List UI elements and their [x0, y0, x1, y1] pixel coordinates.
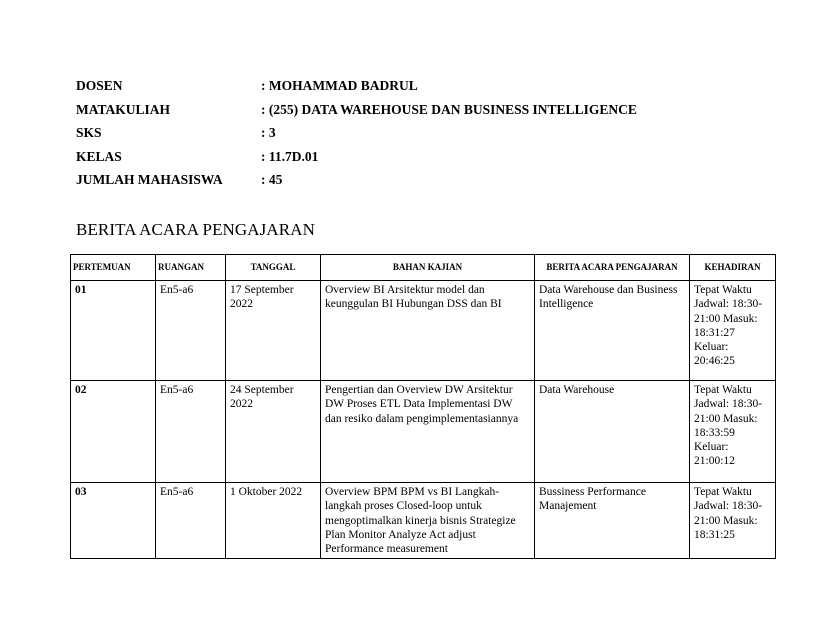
cell-bahan-kajian: Pengertian dan Overview DW Arsitektur DW Proses ETL Data Implementasi DW dan resiko dalam pengimplementasiannya — [321, 381, 535, 483]
header-berita-acara: BERITA ACARA PENGAJARAN — [535, 255, 690, 281]
header-pertemuan: PERTEMUAN — [71, 255, 156, 281]
info-row-matakuliah — [76, 98, 637, 122]
info-value: : 45 — [261, 172, 283, 187]
info-label: JUMLAH MAHASISWA — [76, 172, 223, 187]
cell-tanggal: 24 September 2022 — [226, 381, 321, 483]
page-heading: BERITA ACARA PENGAJARAN — [76, 220, 315, 239]
info-row-kelas — [76, 145, 637, 169]
info-label: DOSEN — [76, 78, 123, 93]
info-value: : 11.7D.01 — [261, 148, 319, 164]
header-ruangan: RUANGAN — [156, 255, 226, 281]
cell-kehadiran: Tepat Waktu Jadwal: 18:30-21:00 Masuk: 18:33:59 Keluar: 21:00:12 — [690, 381, 776, 483]
cell-berita-acara: Data Warehouse dan Business Intelligence — [535, 281, 690, 381]
header-bahan-kajian: BAHAN KAJIAN — [321, 255, 535, 281]
cell-pertemuan: 02 — [71, 381, 156, 483]
teaching-record-table — [70, 254, 776, 559]
header-tanggal: TANGGAL — [226, 255, 321, 281]
cell-berita-acara: Bussiness Performance Manajement — [535, 483, 690, 559]
cell-ruangan: En5-a6 — [156, 281, 226, 381]
cell-tanggal: 1 Oktober 2022 — [226, 483, 321, 559]
table-header-row — [71, 255, 776, 281]
cell-berita-acara: Data Warehouse — [535, 381, 690, 483]
cell-pertemuan: 03 — [71, 483, 156, 559]
cell-pertemuan: 01 — [71, 281, 156, 381]
info-label: MATAKULIAH — [76, 101, 170, 117]
info-row-dosen — [76, 74, 637, 98]
cell-ruangan: En5-a6 — [156, 483, 226, 559]
header-kehadiran: KEHADIRAN — [690, 255, 776, 281]
table-row — [71, 281, 776, 381]
cell-ruangan: En5-a6 — [156, 381, 226, 483]
cell-kehadiran: Tepat Waktu Jadwal: 18:30-21:00 Masuk: 18:31:25 — [690, 483, 776, 559]
info-value: : (255) DATA WAREHOUSE DAN BUSINESS INTELLIGENCE — [261, 101, 637, 117]
info-row-jumlah-mahasiswa — [76, 168, 637, 192]
cell-bahan-kajian: Overview BI Arsitektur model dan keunggulan BI Hubungan DSS dan BI — [321, 281, 535, 381]
info-value: : 3 — [261, 125, 276, 140]
course-info — [76, 74, 637, 192]
cell-kehadiran: Tepat Waktu Jadwal: 18:30-21:00 Masuk: 18:31:27 Keluar: 20:46:25 — [690, 281, 776, 381]
cell-tanggal: 17 September 2022 — [226, 281, 321, 381]
info-value: : MOHAMMAD BADRUL — [261, 78, 418, 93]
table-row — [71, 381, 776, 483]
info-label: KELAS — [76, 148, 122, 164]
info-label: SKS — [76, 125, 102, 140]
cell-bahan-kajian: Overview BPM BPM vs BI Langkah-langkah proses Closed-loop untuk mengoptimalkan kinerja bisnis Strategize Plan Monitor Analyze Act adjust Performance measurement — [321, 483, 535, 559]
table-row — [71, 483, 776, 559]
info-row-sks — [76, 121, 637, 145]
